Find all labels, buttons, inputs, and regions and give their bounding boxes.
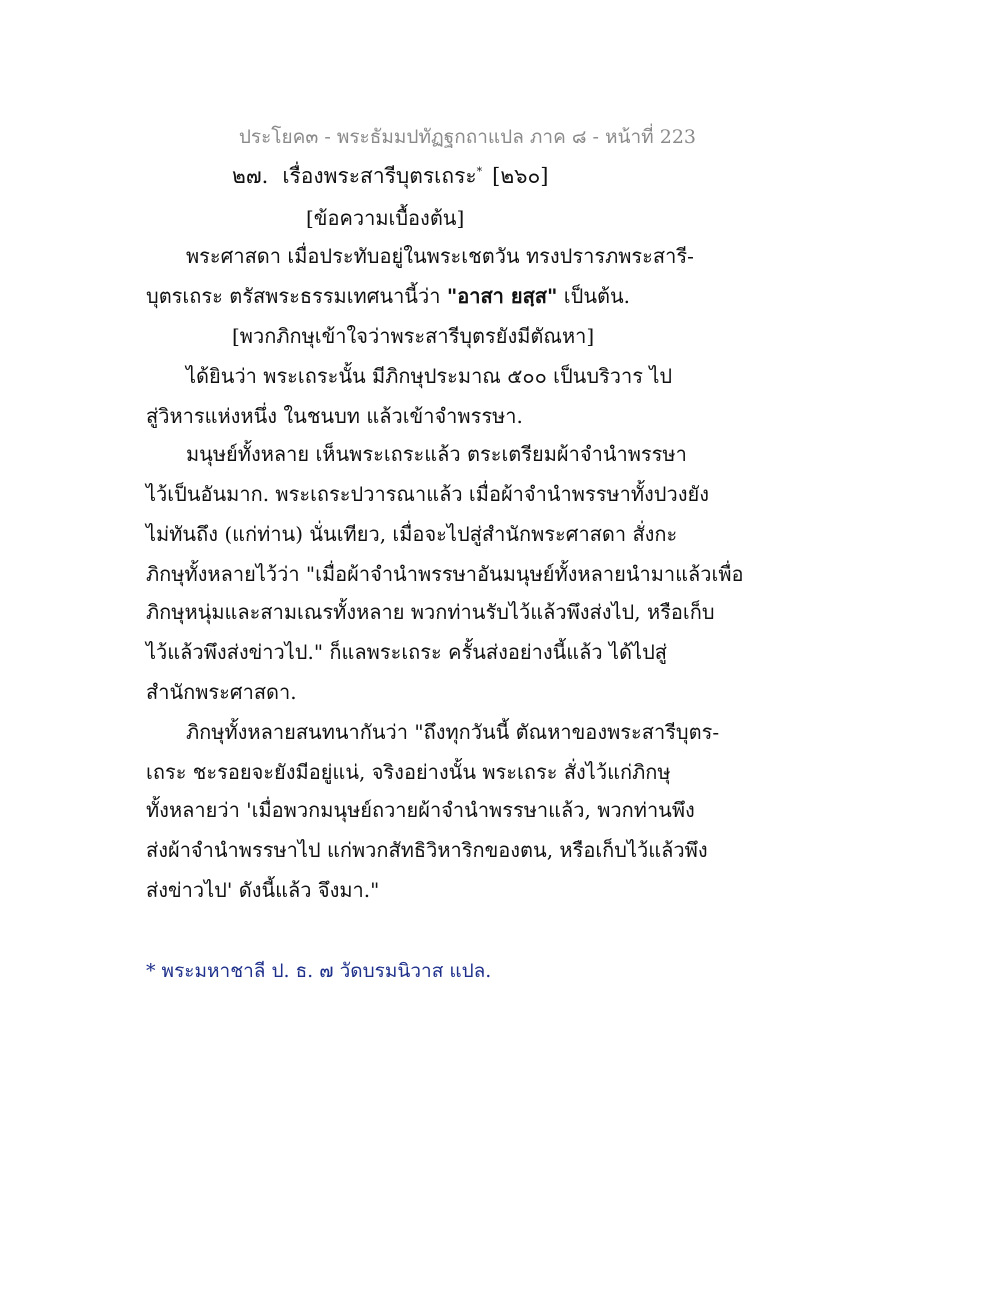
story-reference: [๒๖๐] — [492, 164, 549, 188]
running-header: ประโยค๓ - พระธัมมปทัฏฐกถาแปล ภาค ๘ - หน้าที่ 223 — [238, 126, 696, 148]
paragraph-line: ไม่ทันถึง (แก่ท่าน) นั่นเทียว, เมื่อจะไปสู่สำนักพระศาสดา สั่งกะ — [146, 522, 678, 546]
story-title-text: เรื่องพระสารีบุตรเถระ — [282, 164, 477, 188]
paragraph-line: ภิกษุทั้งหลายสนทนากันว่า "ถึงทุกวันนี้ ตัณหาของพระสารีบุตร- — [186, 720, 720, 744]
paragraph-line: ไว้แล้วพึงส่งข่าวไป." ก็แลพระเถระ ครั้นส่งอย่างนี้แล้ว ได้ไปสู่ — [146, 640, 668, 664]
story-title — [232, 160, 549, 193]
paragraph-line: ภิกษุทั้งหลายไว้ว่า "เมื่อผ้าจำนำพรรษาอันมนุษย์ทั้งหลายนำมาแล้วเพื่อ — [146, 562, 744, 586]
paragraph-line: พระศาสดา เมื่อประทับอยู่ในพระเชตวัน ทรงปรารภพระสารี- — [186, 244, 694, 268]
subheading-monks: [พวกภิกษุเข้าใจว่าพระสารีบุตรยังมีตัณหา] — [232, 324, 595, 348]
story-number: ๒๗. — [232, 164, 269, 188]
paragraph-line: ส่งข่าวไป' ดังนี้แล้ว จึงมา." — [146, 878, 380, 902]
text-run: เป็นต้น. — [557, 284, 631, 308]
text-run: บุตรเถระ ตรัสพระธรรมเทศนานี้ว่า — [146, 284, 447, 308]
paragraph-line: ไว้เป็นอันมาก. พระเถระปวารณาแล้ว เมื่อผ้าจำนำพรรษาทั้งปวงยัง — [146, 482, 709, 506]
footnote-mark: * — [476, 165, 483, 178]
paragraph-line: ภิกษุหนุ่มและสามเณรทั้งหลาย พวกท่านรับไว้แล้วพึงส่งไป, หรือเก็บ — [146, 600, 715, 624]
paragraph-line: เถระ ชะรอยจะยังมีอยู่แน่, จริงอย่างนั้น พระเถระ สั่งไว้แก่ภิกษุ — [146, 760, 671, 784]
translator-footnote: * พระมหาชาลี ป. ธ. ๗ วัดบรมนิวาส แปล. — [146, 960, 492, 982]
pali-quote: "อาสา ยสฺส" — [446, 284, 558, 308]
paragraph-line — [146, 280, 630, 312]
paragraph-line: สู่วิหารแห่งหนึ่ง ในชนบท แล้วเข้าจำพรรษา. — [146, 404, 523, 428]
subheading-opening: [ข้อความเบื้องต้น] — [306, 206, 465, 230]
paragraph-line: ส่งผ้าจำนำพรรษาไป แก่พวกสัทธิวิหาริกของตน, หรือเก็บไว้แล้วพึง — [146, 838, 708, 862]
paragraph-line: ทั้งหลายว่า 'เมื่อพวกมนุษย์ถวายผ้าจำนำพรรษาแล้ว, พวกท่านพึง — [146, 798, 695, 822]
paragraph-line: สำนักพระศาสดา. — [146, 680, 297, 704]
paragraph-line: มนุษย์ทั้งหลาย เห็นพระเถระแล้ว ตระเตรียมผ้าจำนำพรรษา — [186, 442, 687, 466]
paragraph-line: ได้ยินว่า พระเถระนั้น มีภิกษุประมาณ ๕๐๐ เป็นบริวาร ไป — [186, 364, 673, 388]
